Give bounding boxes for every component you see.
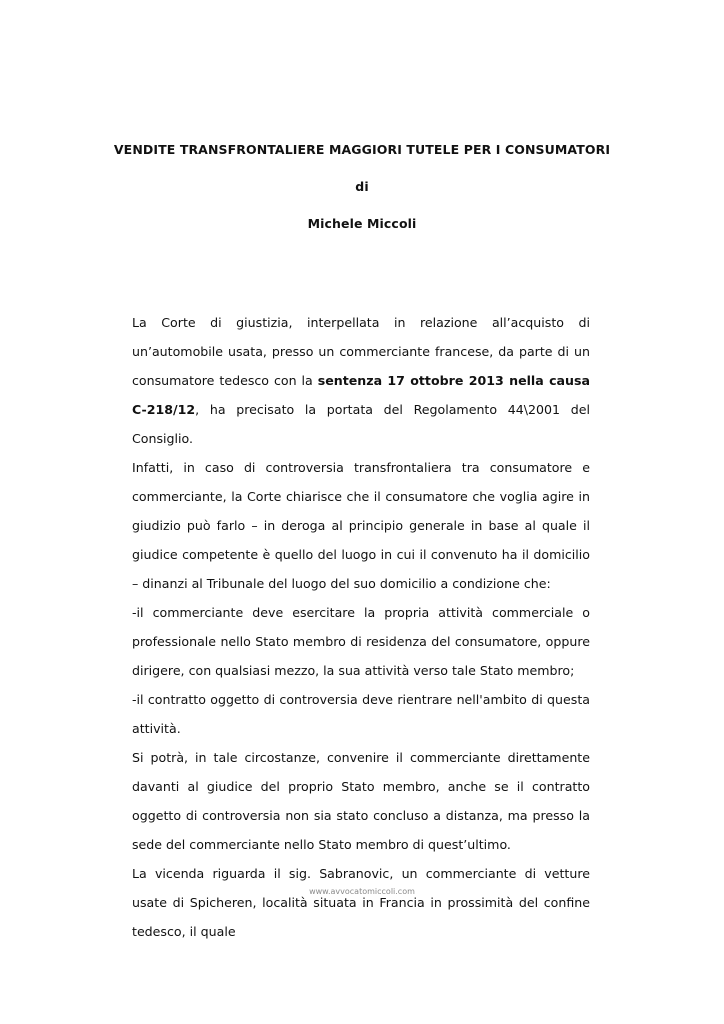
paragraph-1-end: , ha precisato la portata del Regolamento 44\2001 del Consiglio. (132, 402, 590, 446)
author-name: Michele Miccoli (307, 216, 417, 231)
byline-di: di (355, 179, 369, 194)
paragraph-1 (132, 308, 590, 453)
condition-1: -il commerciante deve esercitare la propria attività commerciale o professionale nello Stato membro di residenza del consumatore, oppure dirigere, con qualsiasi mezzo, la sua attività verso tale Stato membro; (132, 605, 590, 678)
footer-website: www.avvocatomiccoli.com (309, 887, 415, 896)
document-body (132, 308, 590, 946)
paragraph-2: Infatti, in caso di controversia transfrontaliera tra consumatore e commerciante, la Corte chiarisce che il consumatore che voglia agire in giudizio può farlo – in deroga al principio generale in base al quale il giudice competente è quello del luogo in cui il convenuto ha il domicilio – dinanzi al Tribunale del luogo del suo domicilio a condizione che: (132, 460, 590, 591)
judgment-reference: sentenza 17 ottobre 2013 nella causa C-218/12 (132, 373, 590, 417)
paragraph-1-start: La Corte di giustizia, interpellata in relazione all’acquisto di un’automobile usata, presso un commerciante francese, da parte di un consumatore tedesco con la (132, 315, 590, 388)
document-title: VENDITE TRANSFRONTALIERE MAGGIORI TUTELE PER I CONSUMATORI (113, 142, 611, 157)
paragraph-5: Si potrà, in tale circostanze, convenire il commerciante direttamente davanti al giudice del proprio Stato membro, anche se il contratto oggetto di controversia non sia stato concluso a distanza, ma presso la sede del commerciante nello Stato membro di quest’ultimo. (132, 750, 590, 852)
paragraph-6: La vicenda riguarda il sig. Sabranovic, un commerciante di vetture usate di Spicheren, località situata in Francia in prossimità del confine tedesco, il quale (132, 866, 590, 939)
condition-2: -il contratto oggetto di controversia deve rientrare nell'ambito di questa attività. (132, 692, 590, 736)
